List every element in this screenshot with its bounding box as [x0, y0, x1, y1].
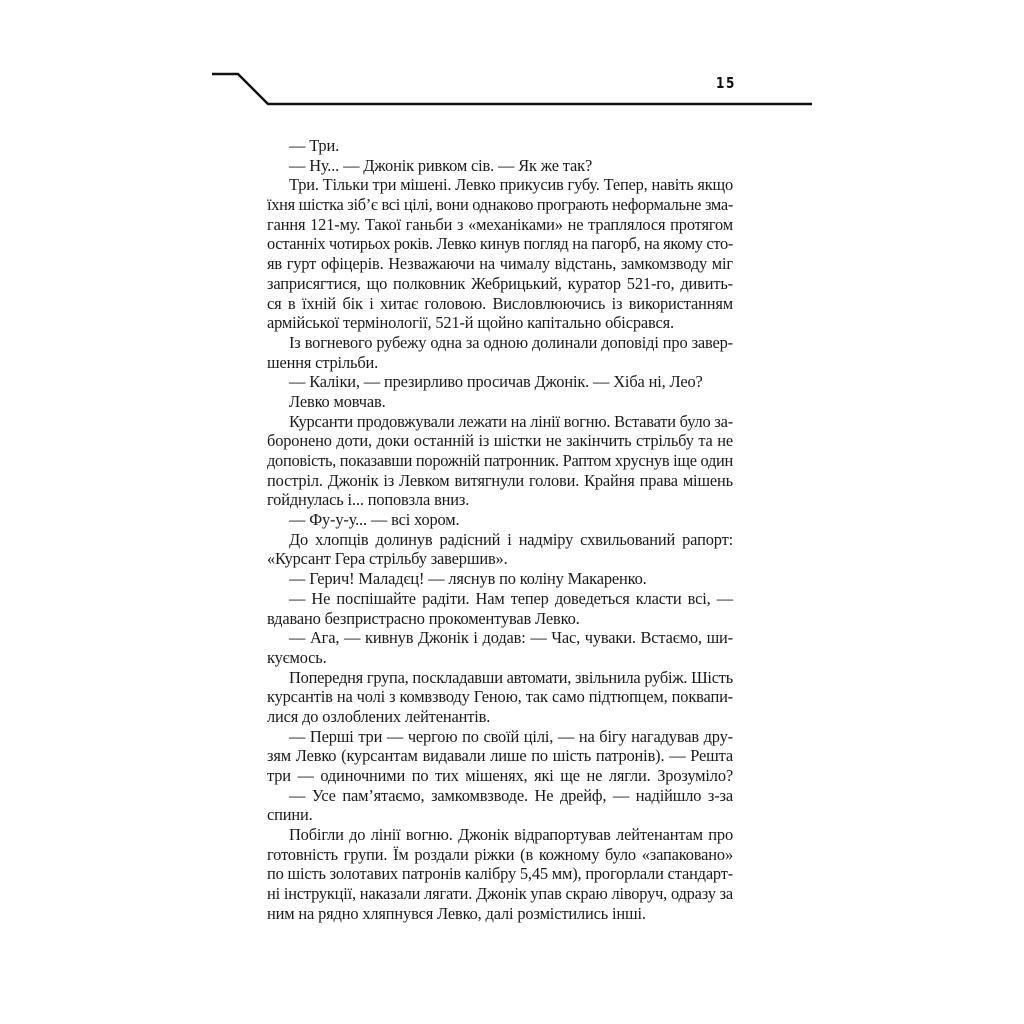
text-line: по шість золотавих патронів калібру 5,45 мм), прогорлали стандарт- [267, 864, 733, 884]
text-line: заприсягтися, що полковник Жебрицький, куратор 521-го, дивить- [267, 273, 733, 293]
text-line: гойднулась і... поповзла вниз. [267, 490, 470, 510]
text-line: — Ага, — кивнув Джонік і додав: — Час, чуваки. Встаємо, ши- [289, 628, 733, 648]
text-line: Попередня група, поскладавши автомати, звільнила рубіж. Шість [289, 667, 733, 687]
text-line: армійської термінології, 521-й щойно капітально обісрався. [267, 313, 674, 333]
text-line: — Перші три — чергою по своїй цілі, — на бігу нагадував дру- [289, 726, 733, 746]
text-line: — Герич! Маладєц! — ляснув по коліну Макаренко. [289, 569, 647, 589]
text-line: доповість, показавши порожній патронник. Раптом хруснув іще один [267, 451, 733, 470]
text-line: — Усе пам’ятаємо, замкомвзводе. Не дрейф, — надійшло з-за [289, 785, 733, 805]
text-line: ні інструкції, наказали лягати. Джонік упав скраю ліворуч, одразу за [267, 884, 733, 904]
text-line: — Ну... — Джонік ривком сів. — Як же так? [289, 155, 593, 175]
text-line: Із вогневого рубежу одна за одною долинали доповіді про завер- [289, 332, 733, 352]
text-line: шення стрільби. [267, 352, 379, 372]
text-line: — Не поспішайте радіти. Нам тепер доведеться класти всі, — [289, 588, 733, 608]
text-line: боронено доти, доки останній із шістки не закінчить стрільбу та не [267, 431, 733, 451]
text-line: зям Левко (курсантам видавали лише по шість патронів). — Решта [267, 746, 733, 766]
body-text [267, 136, 733, 924]
page-number: 15 [716, 74, 736, 92]
text-line: Побігли до лінії вогню. Джонік відрапортував лейтенантам про [289, 825, 733, 845]
text-line: «Курсант Гера стрільбу завершив». [267, 549, 508, 569]
text-line: куємось. [267, 647, 327, 667]
text-line: їхня шістка зіб’є всі цілі, вони однаково програють неформальне зма- [267, 195, 733, 215]
text-line: гання 121-му. Такої ганьби з «механіками» не траплялося протягом [267, 214, 733, 234]
text-line: вдавано безпристрасно прокоментував Левко. [267, 608, 580, 628]
page-header [0, 0, 1024, 120]
text-line: постріл. Джонік із Левком витягнули голови. Крайня права мішень [267, 470, 733, 490]
text-line: готовність групи. Їм роздали ріжки (в кожному було «запаковано» [267, 844, 733, 864]
text-line: ся в їхній бік і хитає головою. Висловлюючись із використанням [267, 293, 733, 313]
text-line: — Три. [289, 136, 340, 155]
text-line: яв гурт офіцерів. Незважаючи на чималу відстань, замкомзводу міг [267, 254, 733, 274]
text-line: останніх чотирьох років. Левко кинув погляд на пагорб, на якому сто- [267, 234, 733, 254]
text-line: спини. [267, 805, 313, 825]
text-line: — Фу-у-у... — всі хором. [289, 510, 460, 530]
text-line: ним на рядно хляпнувся Левко, далі розмістились інші. [267, 903, 646, 923]
text-line: курсантів на чолі з комвзводу Геною, так само підтюпцем, поквапи- [267, 687, 733, 707]
text-line: лися до озлоблених лейтенантів. [267, 706, 491, 726]
text-line: Курсанти продовжували лежати на лінії вогню. Вставати було за- [289, 411, 733, 431]
text-line: — Каліки, — презирливо просичав Джонік. — Хіба ні, Лео? [289, 372, 703, 392]
text-line: До хлопців долинув радісний і надміру схвильований рапорт: [289, 529, 733, 549]
text-line: Три. Тільки три мішені. Левко прикусив губу. Тепер, навіть якщо [289, 175, 733, 195]
text-line: три — одиночними по тих мішенях, які ще не лягли. Зрозуміло? [267, 766, 733, 785]
text-line: Левко мовчав. [289, 391, 386, 411]
header-rule-line [0, 0, 1024, 120]
